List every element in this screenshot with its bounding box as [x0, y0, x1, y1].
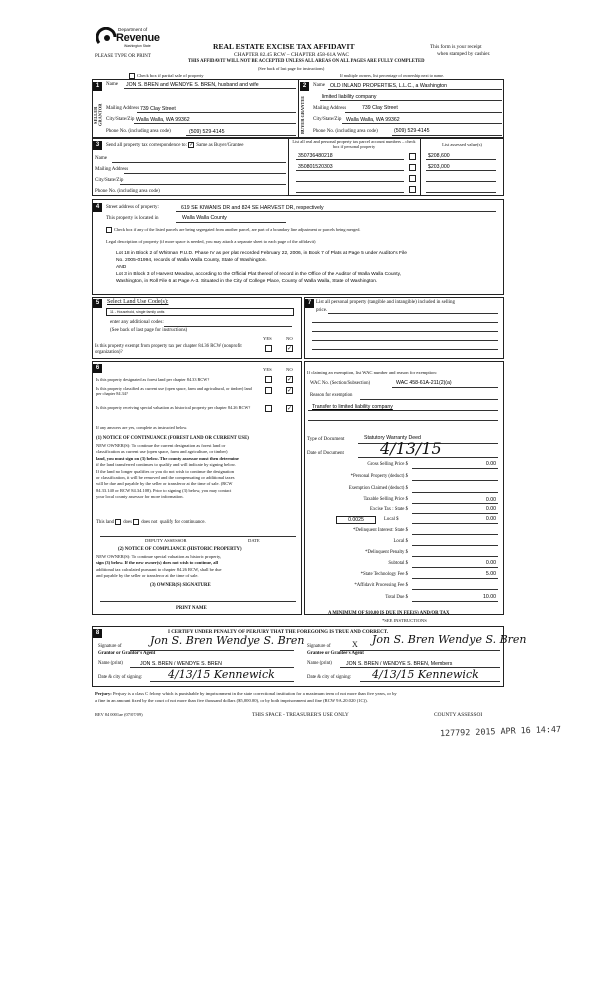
legal-label: Legal description of property (if more space is needed, you may attach a separate sheet to each page of the affidavit)	[106, 239, 316, 244]
legal-line-5: Washington, in Roll File 6 at Page A-3. Situated in the City of College Place, County of Walla Walla, State of Washington.	[116, 279, 378, 284]
multiple-owners: If multiple owners, list percentage of ownership next to name.	[340, 73, 445, 78]
historic-no-checkbox[interactable]: ✓	[287, 405, 293, 412]
deputy-assessor-label: DEPUTY ASSESSOR	[145, 538, 187, 543]
form-warning: THIS AFFIDAVIT WILL NOT BE ACCEPTED UNLESS ALL AREAS ON ALL PAGES ARE FULLY COMPLETED	[188, 59, 425, 64]
parcel-1-personal-checkbox[interactable]	[409, 153, 416, 160]
section-7-number: 7	[305, 299, 314, 308]
penalty-label: *Delinquent Penalty $	[365, 550, 408, 555]
wac-number[interactable]: WAC 458-61A-211(2)(a)	[396, 380, 452, 386]
dept-state: Washington State	[124, 44, 151, 48]
segregated-row[interactable]: Check box if any of the listed parcels are being segregated from another parcel, are part of a boundary line adjustment or parcels being merged.	[106, 227, 360, 233]
buyer-phone[interactable]: (509) 529-4145	[394, 128, 430, 134]
print-name-label: PRINT NAME	[176, 606, 207, 611]
seller-city[interactable]: Walla Walla, WA 99362	[136, 117, 190, 123]
please-type: PLEASE TYPE OR PRINT	[95, 54, 151, 59]
does-checkbox[interactable]	[115, 519, 121, 525]
section-3-number: 3	[93, 141, 102, 150]
dept-logo-icon	[96, 27, 118, 49]
personal-property-label-2: price.	[316, 308, 328, 313]
grantor-agent-label: Grantor or Grantor's Agent	[98, 651, 156, 656]
grantee-name-label: Name (print)	[307, 661, 332, 666]
legal-line-2: No. 2005-01994, records of Walla Walla County, State of Washington.	[116, 258, 267, 263]
current-use-question: Is this property classified as current use (open space, farm and agricultural, or timber) land per chapter 84.34?	[96, 386, 252, 396]
exempt-no-checkbox[interactable]: ✓	[287, 345, 293, 352]
located-county[interactable]: Walla Walla County	[182, 215, 227, 221]
seller-side-label: SELLER GRANTOR	[93, 103, 103, 127]
perjury-notice-2: a fine in an amount fixed by the court of not more than five thousand dollars ($5,000.00), or by both imprisonment and fine (RCW 9A.20.020 (1C)).	[95, 698, 368, 703]
tax-rate: 0.0025	[336, 516, 376, 524]
exempt-question: Is this property exempt from property tax per chapter 84.36 RCW (nonprofit organization)?	[95, 344, 242, 355]
receipt-stamp: 127792 2015 APR 16 14:47	[439, 723, 562, 739]
buyer-phone-label: Phone No. (including area code)	[313, 129, 378, 134]
sec6-yes-header: YES	[263, 367, 272, 372]
legal-line-3: AND	[116, 265, 127, 270]
exempt-yes-checkbox[interactable]	[265, 345, 272, 352]
corr-name-label: Name	[95, 156, 107, 161]
buyer-name-2[interactable]: limited liability company	[322, 94, 377, 100]
seller-mailing[interactable]: 739 Clay Street	[140, 106, 176, 112]
reason-label: Reason for exemption	[310, 393, 353, 398]
personal-deduct-label: *Personal Property (deduct) $	[350, 474, 408, 479]
forest-yes-checkbox[interactable]	[265, 376, 272, 383]
notice-compliance-body: NEW OWNER(S): To continue special valuation as historic property, sign (3) below. If the new owner(s) does not wish to continue, all additional tax calculated pursuant to chapter 84.26 RCW, shall be due and payable by the seller or transferor at the time of sale.	[96, 554, 222, 579]
corr-city-label: City/State/Zip	[95, 178, 124, 183]
section-6-number: 6	[93, 364, 102, 373]
does-not-checkbox[interactable]	[133, 519, 139, 525]
grantor-name[interactable]: JON S. BREN / WENDYE S. BREN	[140, 661, 222, 667]
perjury-notice: Perjury: Perjury is a class C felony which is punishable by imprisonment in the state correctional institution for a maximum term of not more than five years, or by	[95, 691, 397, 696]
land-use-see-back: (See back of last page for instructions)	[110, 328, 188, 333]
exemption-reason[interactable]: Transfer to limited liability company	[312, 404, 393, 410]
seller-name-row: Name	[106, 82, 118, 87]
grantor-signature[interactable]: Jon S. Bren Wendye S. Bren	[150, 634, 305, 647]
excise-value[interactable]: 0.00	[485, 506, 496, 512]
owner-signature-title: (3) OWNER(S) SIGNATURE	[150, 583, 211, 588]
grantee-signature[interactable]: Jon S. Bren Wendye S. Bren	[372, 633, 527, 646]
doc-type[interactable]: Statutory Warranty Deed	[364, 435, 421, 441]
doc-date-label: Date of Document	[307, 451, 344, 456]
deputy-date-label: DATE	[248, 538, 260, 543]
grantee-date-label: Date & city of signing:	[307, 675, 352, 680]
certify-statement: I CERTIFY UNDER PENALTY OF PERJURY THAT THE FOREGOING IS TRUE AND CORRECT.	[168, 630, 389, 635]
doc-type-label: Type of Document	[307, 437, 345, 442]
sec6-no-header: NO	[286, 367, 293, 372]
forest-no-checkbox[interactable]: ✓	[287, 376, 293, 383]
grantee-agent-label: Grantee or Grantee's Agent	[307, 651, 364, 656]
notice-continuance-title: (1) NOTICE OF CONTINUANCE (FOREST LAND OR CURRENT USE)	[96, 436, 249, 441]
historic-question: Is this property receiving special valuation as historical property per chapter 84.26 RCW?	[96, 405, 251, 410]
corr-phone-label: Phone No. (including area code)	[95, 189, 160, 194]
local-label: Local $	[384, 517, 399, 522]
land-continuance-row: This land does does not qualify for continuance.	[96, 520, 206, 526]
notice-compliance-title: (2) NOTICE OF COMPLIANCE (HISTORIC PROPERTY)	[118, 547, 242, 552]
tech-fee-value[interactable]: 5.00	[485, 571, 496, 577]
parcel-1-number[interactable]: 350736480218	[298, 153, 333, 159]
street-address[interactable]: 619 SE KIWANIS DR and 824 SE HARVEST DR, respectively	[181, 205, 324, 211]
seller-name[interactable]: JON S. BREN and WENDYE S. BREN, husband and wife	[126, 82, 259, 88]
legal-line-4: Lot 3 in Block 3 of Harvest Meadow, according to the Official Plat thereof of record in the Office of the Auditor of Walla Walla County,	[116, 272, 402, 277]
segregated-checkbox[interactable]	[106, 227, 112, 233]
buyer-name-label: Name	[313, 83, 325, 88]
correspondence-label: Send all property tax correspondence to: ✓ Same as Buyer/Grantee	[106, 143, 244, 149]
buyer-mailing-label: Mailing Address	[313, 106, 347, 111]
grantee-signature-label: Signature of	[307, 644, 331, 649]
same-as-buyer-checkbox[interactable]: ✓	[189, 143, 194, 148]
grantor-signature-label: Signature of	[98, 644, 122, 649]
dept-large: Revenue	[116, 32, 160, 44]
interest-state-label: *Delinquent Interest: State $	[352, 528, 408, 533]
tech-fee-label: *State Technology Fee $	[360, 572, 408, 577]
located-label: This property is located in	[106, 216, 159, 221]
local-value[interactable]: 0.00	[485, 516, 496, 522]
subtotal-label: Subtotal $	[388, 561, 408, 566]
additional-codes-label: enter any additional codes:	[110, 320, 164, 325]
receipt-1: This form is your receipt	[430, 44, 482, 50]
seller-mailing-label: Mailing Address	[106, 106, 140, 111]
form-title: REAL ESTATE EXCISE TAX AFFIDAVIT	[213, 42, 355, 51]
excise-label: Excise Tax : State $	[370, 507, 408, 512]
receipt-2: when stamped by cashier.	[437, 51, 491, 57]
see-instructions: *SEE INSTRUCTIONS	[382, 618, 427, 623]
wac-label: WAC No. (Section/Subsection)	[310, 381, 371, 386]
sec5-yes-header: YES	[263, 336, 272, 341]
street-label: Street address of property:	[106, 205, 159, 210]
section-5-number: 5	[93, 299, 102, 308]
parcel-2-number[interactable]: 350801520303	[298, 164, 333, 170]
seller-city-label: City/State/Zip	[106, 117, 135, 122]
exemption-deduct-label: Exemption Claimed (deduct) $	[348, 486, 408, 491]
current-use-no-checkbox[interactable]: ✓	[287, 387, 293, 394]
minimum-due: A MINIMUM OF $10.00 IS DUE IN FEE(S) AND/OR TAX	[328, 611, 450, 616]
gross-label: Gross Selling Price $	[367, 462, 408, 467]
buyer-city[interactable]: Walla Walla, WA 99362	[346, 117, 400, 123]
parcel-4-personal-checkbox[interactable]	[409, 186, 416, 193]
parcels-header: List all real and personal property tax parcel account numbers – check box if personal property	[292, 139, 416, 149]
buyer-city-label: City/State/Zip	[313, 117, 342, 122]
form-revision: REV 84 0001ae (07/07/09)	[95, 712, 143, 717]
partial-sale[interactable]: Check box if partial sale of property	[129, 73, 204, 79]
total-due-label: Total Due $	[385, 595, 408, 600]
land-use-select[interactable]: 11 - Household, single family units	[106, 308, 294, 316]
land-use-label: Select Land Use Code(s):	[107, 299, 169, 305]
grantor-date-label: Date & city of signing:	[98, 675, 143, 680]
seller-phone[interactable]: (509) 529-4145	[189, 129, 225, 135]
parcel-2-value[interactable]: $203,000	[428, 164, 450, 170]
taxable-label: Taxable Selling Price $	[363, 497, 408, 502]
county-assessor: COUNTY ASSESSOI	[434, 712, 483, 718]
sec5-no-header: NO	[286, 336, 293, 341]
taxable-value[interactable]: 0.00	[485, 497, 496, 503]
grantor-name-label: Name (print)	[98, 661, 123, 666]
treasurer-space: THIS SPACE - TREASURER'S USE ONLY	[252, 712, 349, 718]
section-1-number: 1	[93, 82, 102, 91]
personal-property-label: List all personal property (tangible and intangible) included in selling	[316, 300, 455, 305]
buyer-name[interactable]: OLD INLAND PROPERTIES, L.L.C., a Washington	[330, 83, 448, 89]
section-8-number: 8	[93, 629, 102, 638]
grantor-date-city[interactable]: 4/13/15 Kennewick	[168, 668, 275, 681]
parcel-2-personal-checkbox[interactable]	[409, 164, 416, 171]
buyer-mailing[interactable]: 739 Clay Street	[362, 105, 398, 111]
corr-mailing-label: Mailing Address	[95, 167, 129, 172]
doc-date[interactable]: 4/13/15	[380, 439, 442, 458]
historic-yes-checkbox[interactable]	[265, 405, 272, 412]
grantee-name[interactable]: JON S. BREN / WENDYE S. BREN, Members	[346, 661, 453, 667]
total-due-value[interactable]: 10.00	[483, 594, 496, 600]
current-use-yes-checkbox[interactable]	[265, 387, 272, 394]
grantee-x-mark: X	[352, 640, 358, 649]
form-chapter: CHAPTER 82.45 RCW – CHAPTER 458-61A WAC	[234, 52, 349, 58]
revenue-logo	[96, 26, 158, 50]
if-yes-instruction: If any answers are yes, complete as instructed below.	[96, 425, 188, 430]
exemption-label: If claiming an exemption, list WAC number and reason for exemption:	[307, 370, 437, 375]
gross-value[interactable]: 0.00	[485, 461, 496, 467]
legal-line-1: Lot 18 in Block 2 of Whitman P.U.D. Phase IV as per plat recorded February 22, 2006, in Book 7 of Plats at Page 5 under Auditor's File	[116, 251, 407, 256]
seller-phone-label: Phone No. (including area code)	[106, 129, 171, 134]
interest-local-label: Local $	[393, 539, 408, 544]
section-2-number: 2	[300, 82, 309, 91]
section-4-number: 4	[93, 203, 102, 212]
buyer-side-label: BUYER GRANTEE	[300, 95, 305, 135]
parcel-1-value[interactable]: $208,600	[428, 153, 450, 159]
see-back: (See back of last page for instructions)	[258, 66, 325, 71]
dept-small: Department of	[118, 27, 148, 32]
subtotal-value[interactable]: 0.00	[485, 560, 496, 566]
notice-continuance-body: NEW OWNER(S): To continue the current designation as forest land or classification as current use (open space, farm and agriculture, or timber) land, you must sign on (3) below. The county assessor must then determine if the land transferred continues to qualify and will indicate by signing below. If the land no longer qualifies or you do not wish to continue the designation or classification, it will be removed and the compensating or additional taxes will be due and payable by the seller or transferor at the time of sale. (RCW 84.33.140 or RCW 84.34.108). Prior to signing (3) below, you may contact your local county assessor for more information.	[96, 443, 239, 500]
grantee-date-city[interactable]: 4/13/15 Kennewick	[372, 668, 479, 681]
parcel-3-personal-checkbox[interactable]	[409, 175, 416, 182]
affidavit-fee-label: *Affidavit Processing Fee $	[354, 583, 408, 588]
value-header: List assessed value(s)	[442, 142, 482, 147]
forest-question: Is this property designated as forest land per chapter 84.33 RCW?	[96, 377, 210, 382]
